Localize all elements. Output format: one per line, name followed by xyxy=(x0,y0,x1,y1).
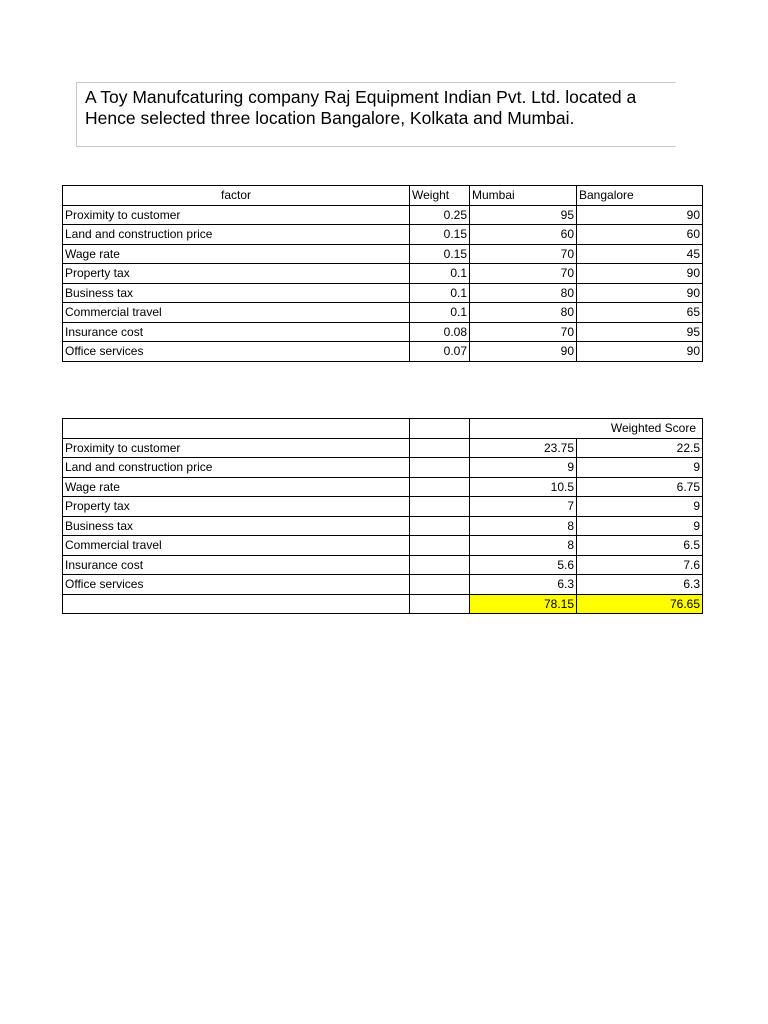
mumbai-score-cell: 80 xyxy=(470,303,577,323)
total-row xyxy=(63,594,703,614)
weight-cell: 0.07 xyxy=(410,342,470,362)
bangalore-score-cell: 90 xyxy=(577,264,703,284)
weighted-row xyxy=(63,516,703,536)
intro-text-box xyxy=(76,82,676,147)
mumbai-weighted-cell: 5.6 xyxy=(470,555,577,575)
bangalore-score-cell: 90 xyxy=(577,283,703,303)
criteria-header-row xyxy=(63,186,703,206)
empty-cell xyxy=(410,555,470,575)
empty-cell xyxy=(410,575,470,595)
criteria-row xyxy=(63,225,703,245)
empty-cell xyxy=(410,419,470,439)
empty-cell xyxy=(410,594,470,614)
bangalore-weighted-cell: 6.3 xyxy=(577,575,703,595)
criteria-row xyxy=(63,342,703,362)
weighted-table-region xyxy=(62,418,701,616)
criteria-row xyxy=(63,205,703,225)
mumbai-score-cell: 95 xyxy=(470,205,577,225)
bangalore-weighted-cell: 6.75 xyxy=(577,477,703,497)
bangalore-score-cell: 45 xyxy=(577,244,703,264)
header-factor: factor xyxy=(63,186,410,206)
mumbai-score-cell: 80 xyxy=(470,283,577,303)
factor-cell: Property tax xyxy=(63,264,410,284)
factor-cell: Office services xyxy=(63,342,410,362)
bangalore-weighted-cell: 6.5 xyxy=(577,536,703,556)
factor-cell: Insurance cost xyxy=(63,322,410,342)
weight-cell: 0.1 xyxy=(410,264,470,284)
bangalore-score-cell: 65 xyxy=(577,303,703,323)
bangalore-score-cell: 95 xyxy=(577,322,703,342)
bangalore-score-cell: 60 xyxy=(577,225,703,245)
factor-cell: Office services xyxy=(63,575,410,595)
bangalore-weighted-cell: 9 xyxy=(577,497,703,517)
empty-cell xyxy=(410,477,470,497)
criteria-row xyxy=(63,283,703,303)
weighted-row xyxy=(63,575,703,595)
criteria-row xyxy=(63,244,703,264)
weight-cell: 0.15 xyxy=(410,244,470,264)
mumbai-weighted-cell: 23.75 xyxy=(470,438,577,458)
weighted-score-table xyxy=(62,418,703,614)
criteria-table-region xyxy=(62,185,700,365)
mumbai-score-cell: 90 xyxy=(470,342,577,362)
factor-cell: Business tax xyxy=(63,283,410,303)
bangalore-weighted-cell: 9 xyxy=(577,516,703,536)
weight-cell: 0.15 xyxy=(410,225,470,245)
header-weight: Weight xyxy=(410,186,470,206)
header-bangalore: Bangalore xyxy=(577,186,703,206)
factor-cell: Insurance cost xyxy=(63,555,410,575)
criteria-row xyxy=(63,264,703,284)
empty-cell xyxy=(63,419,410,439)
bangalore-score-cell: 90 xyxy=(577,342,703,362)
weighted-row xyxy=(63,438,703,458)
factor-cell: Business tax xyxy=(63,516,410,536)
intro-line-1: A Toy Manufcaturing company Raj Equipment Indian Pvt. Ltd. located a xyxy=(85,87,637,107)
criteria-table xyxy=(62,185,703,362)
mumbai-score-cell: 70 xyxy=(470,244,577,264)
mumbai-weighted-cell: 7 xyxy=(470,497,577,517)
bangalore-weighted-cell: 9 xyxy=(577,458,703,478)
mumbai-total-cell: 78.15 xyxy=(470,594,577,614)
empty-cell xyxy=(410,458,470,478)
empty-cell xyxy=(410,438,470,458)
weighted-row xyxy=(63,458,703,478)
weighted-header-row xyxy=(63,419,703,439)
factor-cell: Wage rate xyxy=(63,477,410,497)
mumbai-weighted-cell: 10.5 xyxy=(470,477,577,497)
weighted-row xyxy=(63,536,703,556)
criteria-row xyxy=(63,303,703,323)
bangalore-total-cell: 76.65 xyxy=(577,594,703,614)
weighted-row xyxy=(63,555,703,575)
mumbai-score-cell: 70 xyxy=(470,264,577,284)
factor-cell: Commercial travel xyxy=(63,303,410,323)
weighted-row xyxy=(63,497,703,517)
mumbai-weighted-cell: 8 xyxy=(470,516,577,536)
factor-cell: Proximity to customer xyxy=(63,438,410,458)
bangalore-weighted-cell: 7.6 xyxy=(577,555,703,575)
weight-cell: 0.25 xyxy=(410,205,470,225)
weighted-score-header: Weighted Score xyxy=(470,419,703,439)
mumbai-score-cell: 60 xyxy=(470,225,577,245)
mumbai-score-cell: 70 xyxy=(470,322,577,342)
factor-cell: Proximity to customer xyxy=(63,205,410,225)
empty-cell xyxy=(410,536,470,556)
weight-cell: 0.1 xyxy=(410,303,470,323)
factor-cell: Land and construction price xyxy=(63,458,410,478)
factor-cell: Wage rate xyxy=(63,244,410,264)
criteria-row xyxy=(63,322,703,342)
intro-line-2: Hence selected three location Bangalore, Kolkata and Mumbai. xyxy=(85,108,575,128)
empty-cell xyxy=(63,594,410,614)
bangalore-weighted-cell: 22.5 xyxy=(577,438,703,458)
factor-cell: Commercial travel xyxy=(63,536,410,556)
weight-cell: 0.08 xyxy=(410,322,470,342)
factor-cell: Land and construction price xyxy=(63,225,410,245)
empty-cell xyxy=(410,497,470,517)
weighted-row xyxy=(63,477,703,497)
bangalore-score-cell: 90 xyxy=(577,205,703,225)
weight-cell: 0.1 xyxy=(410,283,470,303)
empty-cell xyxy=(410,516,470,536)
header-mumbai: Mumbai xyxy=(470,186,577,206)
mumbai-weighted-cell: 9 xyxy=(470,458,577,478)
mumbai-weighted-cell: 6.3 xyxy=(470,575,577,595)
factor-cell: Property tax xyxy=(63,497,410,517)
mumbai-weighted-cell: 8 xyxy=(470,536,577,556)
